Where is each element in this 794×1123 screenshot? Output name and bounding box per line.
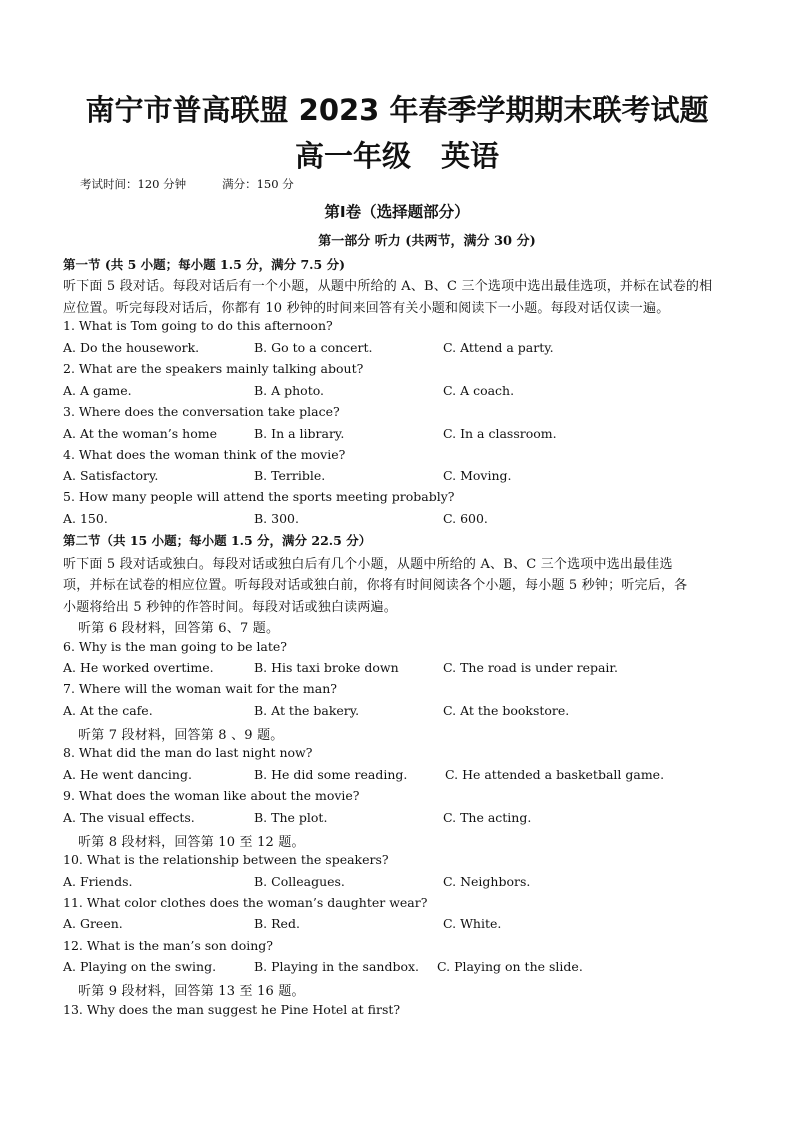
material-7-label: 听第 7 段材料，回答第 8 、9 题。 <box>78 728 284 743</box>
q4-option-b[interactable]: B. Terrible. <box>254 468 326 483</box>
q1-option-c[interactable]: C. Attend a party. <box>443 340 554 355</box>
q12-option-b[interactable]: B. Playing in the sandbox. <box>254 959 420 974</box>
q2-option-b[interactable]: B. A photo. <box>254 383 325 398</box>
q5-option-c[interactable]: C. 600. <box>443 511 488 526</box>
q8-option-a[interactable]: A. He went dancing. <box>63 767 192 782</box>
q11-option-b[interactable]: B. Red. <box>254 916 300 931</box>
q11-option-c[interactable]: C. White. <box>443 916 502 931</box>
question-1: 1. What is Tom going to do this afternoon? <box>63 318 333 333</box>
q10-option-b[interactable]: B. Colleagues. <box>254 874 345 889</box>
grade-label: 高一年级 <box>294 139 411 173</box>
part-title: 第一部分 听力 (共两节，满分 30 分) <box>318 234 536 249</box>
exam-info <box>80 176 294 192</box>
q8-option-c[interactable]: C. He attended a basketball game. <box>445 767 665 782</box>
question-11: 11. What color clothes does the woman’s daughter wear? <box>63 895 428 910</box>
q10-option-c[interactable]: C. Neighbors. <box>443 874 531 889</box>
question-13: 13. Why does the man suggest he Pine Hotel at first? <box>63 1002 401 1017</box>
question-6: 6. Why is the man going to be late? <box>63 639 288 654</box>
q4-option-a[interactable]: A. Satisfactory. <box>63 468 159 483</box>
exam-title: 南宁市普高联盟 2023 年春季学期期末联考试题 <box>85 93 709 127</box>
exam-time: 考试时间：120 分钟 <box>80 177 187 191</box>
material-8-label: 听第 8 段材料，回答第 10 至 12 题。 <box>78 835 305 850</box>
material-9-label: 听第 9 段材料，回答第 13 至 16 题。 <box>78 984 305 999</box>
full-score: 满分：150 分 <box>222 177 294 191</box>
q6-option-c[interactable]: C. The road is under repair. <box>443 660 618 675</box>
q1-option-a[interactable]: A. Do the housework. <box>63 340 200 355</box>
question-12: 12. What is the man’s son doing? <box>63 938 273 953</box>
question-9: 9. What does the woman like about the movie? <box>63 788 360 803</box>
q7-option-c[interactable]: C. At the bookstore. <box>443 703 570 718</box>
section1-heading: 第一节 (共 5 小题；每小题 1.5 分，满分 7.5 分) <box>63 257 345 272</box>
q5-option-b[interactable]: B. 300. <box>254 511 299 526</box>
question-5: 5. How many people will attend the sports meeting probably? <box>63 489 455 504</box>
question-2: 2. What are the speakers mainly talking about? <box>63 361 364 376</box>
q6-option-b[interactable]: B. His taxi broke down <box>254 660 399 675</box>
section1-instruction-line: 听下面 5 段对话。每段对话后有一个小题，从题中所给的 A、B、C 三个选项中选出最佳选项，并标在试卷的相 <box>63 279 713 294</box>
q7-option-b[interactable]: B. At the bakery. <box>254 703 360 718</box>
q10-option-a[interactable]: A. Friends. <box>63 874 133 889</box>
q5-option-a[interactable]: A. 150. <box>63 511 108 526</box>
section2-instruction-line: 项，并标在试卷的相应位置。听每段对话或独白前，你将有时间阅读各个小题，每小题 5 秒钟；听完后，各 <box>63 578 688 593</box>
grade-subject-title <box>0 134 794 175</box>
section2-instruction-line: 听下面 5 段对话或独白。每段对话或独白后有几个小题，从题中所给的 A、B、C 三个选项中选出最佳选 <box>63 557 673 572</box>
question-8: 8. What did the man do last night now? <box>63 745 313 760</box>
q11-option-a[interactable]: A. Green. <box>63 916 123 931</box>
question-7: 7. Where will the woman wait for the man? <box>63 681 337 696</box>
question-4: 4. What does the woman think of the movie? <box>63 447 346 462</box>
q3-option-c[interactable]: C. In a classroom. <box>443 426 557 441</box>
q9-option-c[interactable]: C. The acting. <box>443 810 532 825</box>
q8-option-b[interactable]: B. He did some reading. <box>254 767 408 782</box>
q9-option-b[interactable]: B. The plot. <box>254 810 328 825</box>
q3-option-b[interactable]: B. In a library. <box>254 426 345 441</box>
q1-option-b[interactable]: B. Go to a concert. <box>254 340 373 355</box>
q12-option-c[interactable]: C. Playing on the slide. <box>437 959 583 974</box>
volume-title: 第Ⅰ卷（选择题部分） <box>324 203 470 221</box>
q4-option-c[interactable]: C. Moving. <box>443 468 512 483</box>
section2-instruction-line: 小题将给出 5 秒钟的作答时间。每段对话或独白读两遍。 <box>63 600 397 615</box>
material-6-label: 听第 6 段材料，回答第 6、7 题。 <box>78 621 280 636</box>
question-10: 10. What is the relationship between the speakers? <box>63 852 389 867</box>
q3-option-a[interactable]: A. At the woman’s home <box>63 426 217 441</box>
q12-option-a[interactable]: A. Playing on the swing. <box>63 959 217 974</box>
q2-option-c[interactable]: C. A coach. <box>443 383 515 398</box>
subject-label: 英语 <box>441 139 500 173</box>
q7-option-a[interactable]: A. At the cafe. <box>63 703 153 718</box>
section1-instruction-line: 应位置。听完每段对话后，你都有 10 秒钟的时间来回答有关小题和阅读下一小题。每段对话仅读一遍。 <box>63 301 670 316</box>
section2-heading: 第二节（共 15 小题；每小题 1.5 分，满分 22.5 分） <box>63 533 372 548</box>
question-3: 3. Where does the conversation take place? <box>63 404 340 419</box>
q2-option-a[interactable]: A. A game. <box>63 383 132 398</box>
q6-option-a[interactable]: A. He worked overtime. <box>63 660 214 675</box>
q9-option-a[interactable]: A. The visual effects. <box>63 810 195 825</box>
